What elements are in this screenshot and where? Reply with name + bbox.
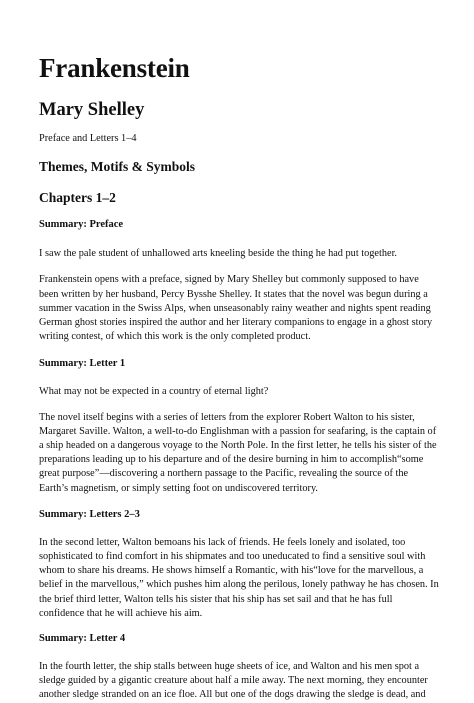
- section-quote-letter-1: What may not be expected in a country of eternal light?: [39, 386, 269, 398]
- document-page: [39, 52, 439, 703]
- section-body-letter-1: The novel itself begins with a series of letters from the explorer Robert Walton to his sister, Margaret Saville. Walton, a well-to-do Englishman with a passion for seafaring, is the captain of a ship headed on a dangerous voyage to the North Pole. In the first letter, he tells his sister of the preparations leading up to his departure and of the desire burning in him to accomplish“some great purpose”—discovering a northern passage to the Pacific, revealing the source of the Earth’s magnetism, or simply setting foot on undiscovered territory.: [39, 411, 437, 494]
- section-body-preface: Frankenstein opens with a preface, signed by Mary Shelley but commonly supposed to have been written by her husband, Percy Bysshe Shelley. It states that the novel was begun during a summer vacation in the Swiss Alps, when unseasonably rainy weather and nights spent reading German ghost stories inspired the author and her literary companions to engage in a ghost story writing contest, of which this work is the only completed product.: [39, 274, 433, 343]
- chapters-heading[interactable]: Chapters 1–2: [39, 190, 116, 206]
- author-name: Mary Shelley: [39, 100, 145, 120]
- section-heading-preface: Summary: Preface: [39, 219, 124, 231]
- section-body-letter-4: In the fourth letter, the ship stalls between huge sheets of ice, and Walton and his men spot a sledge guided by a gigantic creature about half a mile away. The next morning, they encounter another sledge stranded on an ice floe. All but one of the dogs drawing the sledge is dead, and: [39, 661, 428, 701]
- preface-link[interactable]: Preface and Letters 1–4: [39, 133, 137, 144]
- themes-heading[interactable]: Themes, Motifs & Symbols: [39, 159, 195, 175]
- section-heading-letter-4: Summary: Letter 4: [39, 633, 126, 645]
- section-quote-preface: I saw the pale student of unhallowed arts kneeling beside the thing he had put together.: [39, 248, 398, 260]
- document-title: Frankenstein: [39, 53, 190, 83]
- section-heading-letter-1: Summary: Letter 1: [39, 358, 126, 370]
- section-body-letters-2-3: In the second letter, Walton bemoans his lack of friends. He feels lonely and isolated, too sophisticated to find comfort in his shipmates and too uneducated to find a sensitive soul with whom to share his dreams. He shows himself a Romantic, with his“love for the marvellous, a belief in the marvellous,” which pushes him along the perilous, lonely pathway he has chosen. In the brief third letter, Walton tells his sister that his ship has set sail and that he has full confidence that he will achieve his aim.: [39, 536, 439, 619]
- section-heading-letters-2-3: Summary: Letters 2–3: [39, 508, 140, 520]
